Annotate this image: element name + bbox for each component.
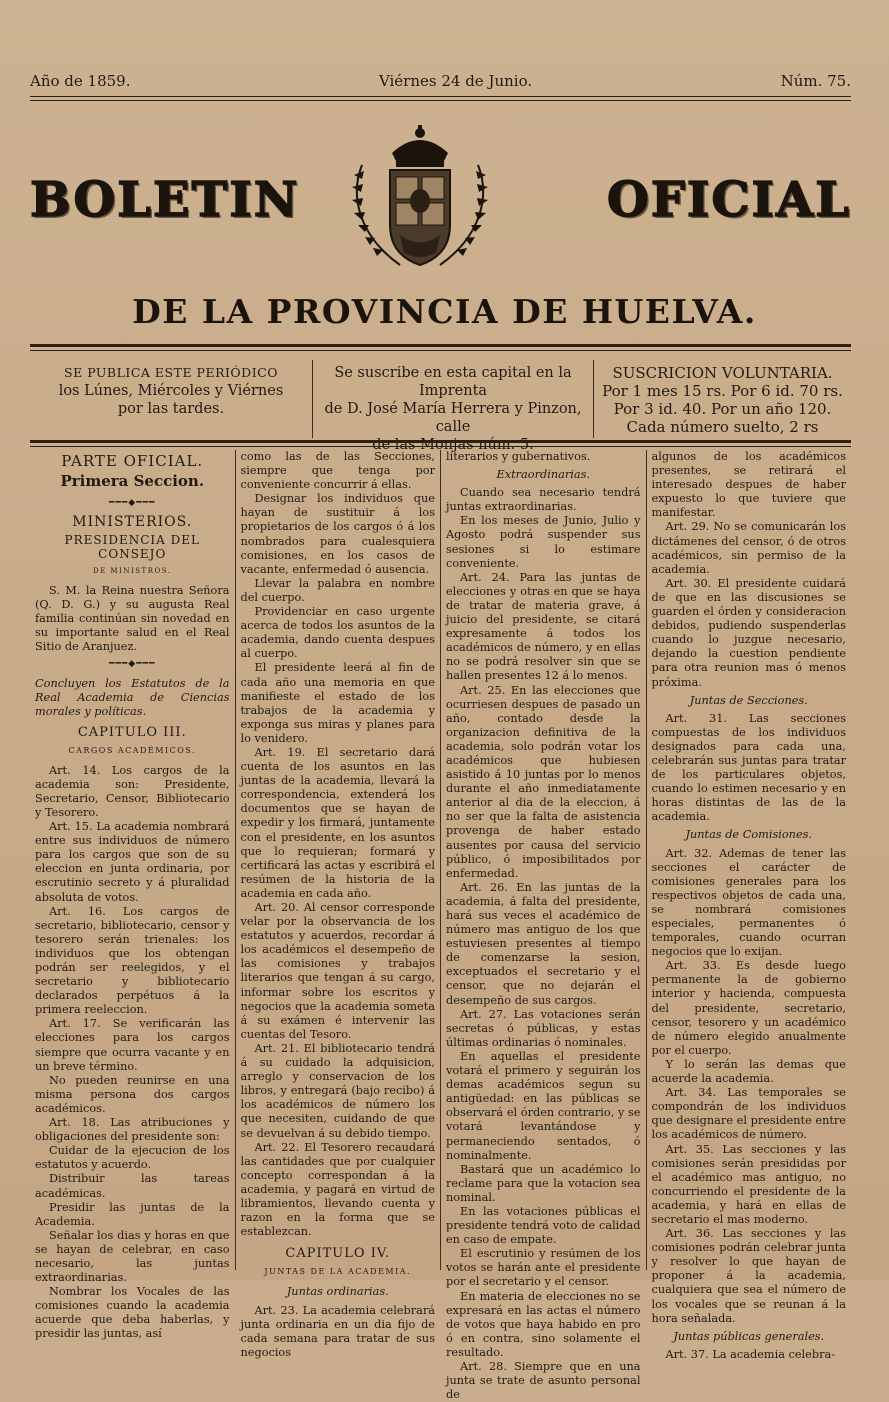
paragraph: En los meses de Junio, Julio y Agosto podrá suspender sus sesiones si lo estimare conveniente. — [446, 514, 641, 570]
paragraph: Art. 21. El bibliotecario tendrá á su cuidado la adquisicion, arreglo y conservacion de los libros, y entregará (bajo recibo) á los académicos de número los que necesiten, cuidando de que se devuelvan á su debido tiempo. — [240, 1041, 435, 1140]
paragraph: Presidir las juntas de la Academia. — [35, 1200, 230, 1228]
subheading-extraordinarias: Extraordinarias. — [496, 468, 590, 482]
schedule-line-3: por las tardes. — [117, 401, 225, 417]
info-bottom-rule-thin — [30, 446, 851, 447]
paragraph: Art. 34. Las temporales se compondrán de los individuos que designare el presidente entre los académicos de número. — [651, 1086, 846, 1142]
subheading-juntas-ordinarias: Juntas ordinarias. — [286, 1285, 389, 1299]
paragraph: Art. 14. Los cargos de la academia son: Presidente, Secretario, Censor, Bibliotecario y Tesorero. — [35, 763, 230, 819]
info-top-rule — [30, 344, 851, 347]
subscription-info — [30, 360, 851, 453]
prices-line-1: Por 1 mes 15 rs. Por 6 id. 70 rs. — [602, 382, 843, 400]
paragraph: Bastará que un académico lo reclame para que la votacion sea nominal. — [446, 1162, 641, 1204]
column-4 — [647, 450, 852, 1361]
paragraph: Art. 18. Las atribuciones y obligaciones del presidente son: — [35, 1116, 230, 1144]
subheading-juntas-secciones: Juntas de Secciones. — [689, 693, 808, 707]
header-rule-thin — [30, 100, 851, 101]
paragraph: El escrutinio y resúmen de los votos se harán ante el presidente por el secretario y el censor. — [446, 1247, 641, 1289]
subheading-juntas-comisiones: Juntas de Comisiones. — [685, 828, 813, 842]
paragraph: Cuidar de la ejecucion de los estatutos y acuerdo. — [35, 1144, 230, 1172]
masthead-word-oficial: OFICIAL — [607, 172, 851, 228]
paragraph: Art. 15. La academia nombrará entre sus individuos de número para los cargos que son de su eleccion en junta ordinaria, por escrutinio secreto y á pluralidad absoluta de votos. — [35, 820, 230, 904]
paragraph: Y lo serán las demas que acuerde la academia. — [651, 1057, 846, 1086]
paragraph: Art. 28. Siempre que en una junta se trate de asunto personal de — [446, 1360, 641, 1402]
paragraph: No pueden reunirse en una misma persona dos cargos académicos. — [35, 1073, 230, 1115]
subheading-juntas-publicas: Juntas públicas generales. — [673, 1329, 825, 1343]
paragraph: Art. 29. No se comunicarán los dictámenes del censor, ó de otros académicos, sin permiso de la academia. — [651, 520, 846, 576]
paragraph: El presidente leerá al fin de cada año una memoria en que manifieste el estado de los trabajos de la academia y exponga sus miras y planes para lo venidero. — [240, 661, 435, 745]
section-heading-parte-oficial: PARTE OFICIAL. — [61, 452, 204, 470]
subscription-location — [313, 360, 594, 453]
prices-line-3: Cada número suelto, 2 rs — [626, 418, 819, 436]
paragraph: Señalar los dias y horas en que se hayan de celebrar, en caso necesario, las juntas extraordinarias. — [35, 1228, 230, 1285]
issue-year: Año de 1859. — [30, 72, 131, 90]
paragraph: Cuando sea necesario tendrá juntas extraordinarias. — [446, 486, 641, 514]
intro-italic: Concluyen los Estatutos de la Real Academia de Ciencias morales y políticas. — [35, 677, 230, 719]
schedule-line-2: los Lúnes, Miércoles y Viérnes — [58, 383, 284, 399]
paragraph: Llevar la palabra en nombre del cuerpo. — [240, 576, 435, 604]
column-3 — [441, 450, 647, 1402]
paragraph: Art. 27. Las votaciones serán secretas ó públicas, y estas últimas ordinarias ó nominales. — [446, 1007, 641, 1049]
header-line — [30, 72, 851, 90]
column-1 — [30, 450, 236, 1341]
masthead-subtitle: DE LA PROVINCIA DE HUELVA. — [132, 292, 757, 331]
subscription-prices — [594, 360, 851, 438]
paragraph: Art. 25. En las elecciones que ocurriesen despues de pasado un año, contado desde la organizacion definitiva de la academia, solo podrán votar los académicos que hubiesen asistido á 10 juntas por lo menos durante el año inmediatamente anterior al dia de la eleccion, á no ser que la falta de asistencia provenga de haber estado ausentes por causa del servicio público, ó imposibilitados por enfermedad. — [446, 683, 641, 880]
issue-number: Núm. 75. — [780, 72, 851, 90]
section-heading-primera-seccion: Primera Seccion. — [60, 472, 205, 491]
paragraph: algunos de los académicos presentes, se retirará el interesado despues de haber expuesto lo que tuviere que manifestar. — [651, 450, 846, 520]
issue-date: Viérnes 24 de Junio. — [378, 72, 533, 90]
paragraph: Art. 19. El secretario dará cuenta de los asuntos en las juntas de la academia, llevará la correspondencia, extenderá los documentos que se hayan de expedir y los firmará, juntamente con el presidente, en los asuntos que lo requieran; formará y certificará las actas y escribirá el resúmen de la historia de la academia en cada año. — [240, 745, 435, 900]
royal-coat-of-arms-icon — [340, 125, 500, 275]
info-top-rule-thin — [30, 350, 851, 351]
paragraph: Art. 20. Al censor corresponde velar por la observancia de los estatutos y acuerdos, recordar á los académicos el desempeño de las comisiones y trabajos literarios que tengan á su cargo, informar sobre los escritos y negocios que la academia someta á su exámen é intervenir las cuentas del Tesoro. — [240, 901, 435, 1041]
paragraph: S. M. la Reina nuestra Señora (Q. D. G.) y su augusta Real familia continúan sin novedad en su importante salud en el Real Sitio de Aranjuez. — [35, 583, 230, 654]
paragraph: Art. 36. Las secciones y las comisiones podrán celebrar junta y resolver lo que hayan de proponer á la academia, cualquiera que sea el número de los vocales que se reunan á la hora señalada. — [651, 1227, 846, 1325]
heading-capitulo-iv: CAPITULO IV. — [285, 1246, 391, 1262]
masthead-word-boletin: BOLETIN — [30, 172, 300, 228]
header-rule — [30, 96, 851, 97]
schedule-line-1: SE PUBLICA ESTE PERIÓDICO — [64, 365, 278, 380]
heading-presidencia: PRESIDENCIA DEL CONSEJO — [64, 533, 200, 562]
location-line-3: de las Monjas núm. 5. — [372, 437, 534, 453]
paragraph: Art. 33. Es desde luego permanente la de gobierno interior y hacienda, compuesta del presidente, secretario, censor, tesorero y un académico de número elegido anualmente por el cuerpo. — [651, 959, 846, 1057]
paragraph: Nombrar los Vocales de las comisiones cuando la academia acuerde que deba haberlas, y presidir las juntas, así — [35, 1285, 230, 1341]
paragraph: En aquellas el presidente votará el primero y seguirán los demas académicos segun su antigüedad: en las públicas se observará el órden contrario, y se votará levantándose y permaneciendo sentados, ó nominalmente. — [446, 1049, 641, 1162]
paragraph: Art. 32. Ademas de tener las secciones el carácter de comisiones generales para los respectivos objetos de cada una, se nombrará comisiones especiales, permanentes ó temporales, cuando ocurran negocios que lo exijan. — [651, 846, 846, 959]
paragraph: Providenciar en caso urgente acerca de todos los asuntos de la academia, dando cuenta despues al cuerpo. — [240, 605, 435, 661]
heading-juntas-academia: JUNTAS DE LA ACADEMIA. — [264, 1267, 412, 1277]
paragraph: Art. 16. Los cargos de secretario, bibliotecario, censor y tesorero serán trienales: los individuos que los obtengan podrán ser reelegidos, y el secretario y bibliotecario declarados perpétuos á la primera reeleccion. — [35, 904, 230, 1017]
paragraph: Art. 30. El presidente cuidará de que en las discusiones se guarden el órden y consideracion debidos, pudiendo suspenderlas cuando lo juzgue necesario, dejando la cuestion pendiente para otra reunion mas ó menos próxima. — [651, 576, 846, 689]
heading-capitulo-iii: CAPITULO III. — [77, 724, 187, 740]
paragraph: literarios y gubernativos. — [446, 450, 591, 463]
ornament-divider: ━━━◆━━━ — [109, 659, 156, 670]
paragraph: como las de las Secciones, siempre que tenga por conveniente concurrir á ellas. — [240, 450, 435, 492]
prices-title: SUSCRICION VOLUNTARIA. — [612, 364, 833, 382]
heading-cargos-academicos: CARGOS ACADÉMICOS. — [68, 745, 197, 755]
paragraph: Art. 31. Las secciones compuestas de los individuos designados para cada una, celebrarán sus juntas para tratar de los particulares objetos, cuando lo estimen necesario y en horas distintas de las de la academia. — [651, 711, 846, 824]
paragraph: Art. 22. El Tesorero recaudará las cantidades que por cualquier concepto correspondan á la academia, y pagará en virtud de libramientos, llevando cuenta y razon en la forma que se establezcan. — [240, 1140, 435, 1239]
paragraph: Art. 23. La academia celebrará junta ordinaria en un dia fijo de cada semana para tratar de sus negocios — [240, 1303, 435, 1359]
location-line-2: de D. José María Herrera y Pinzon, calle — [324, 401, 582, 435]
paragraph: Art. 37. La academia celebra- — [665, 1347, 836, 1361]
publication-schedule — [30, 360, 313, 438]
heading-ministerios: MINISTERIOS. — [72, 514, 193, 531]
paragraph: Art. 17. Se verificarán las elecciones para los cargos siempre que ocurra vacante y en un breve término. — [35, 1017, 230, 1073]
paragraph: Art. 24. Para las juntas de elecciones y otras en que se haya de tratar de materia grave, á juicio del presidente, se citará expresamente á todos los académicos de número, y en ellas no se podrá resolver sin que se hallen presentes 12 á lo menos. — [446, 570, 641, 683]
prices-line-2: Por 3 id. 40. Por un año 120. — [613, 400, 832, 418]
info-bottom-rule — [30, 440, 851, 443]
heading-de-ministros: DE MINISTROS. — [92, 566, 172, 575]
paragraph: Distribuir las tareas académicas. — [35, 1172, 230, 1200]
paragraph: Designar los individuos que hayan de sustituir á los propietarios de los cargos ó á los nombrados para cualesquiera comisiones, en los casos de vacante, enfermedad ó ausencia. — [240, 492, 435, 576]
paragraph: Art. 26. En las juntas de la academia, á falta del presidente, hará sus veces el académico de número mas antiguo de los que estuviesen presentes al tiempo de comenzarse la sesion, exceptuados el secretario y el censor, que no dejarán el desempeño de sus cargos. — [446, 880, 641, 1007]
paragraph: En las votaciones públicas el presidente tendrá voto de calidad en caso de empate. — [446, 1204, 641, 1247]
paragraph: En materia de elecciones no se expresará en las actas el número de votos que haya habido en pro ó en contra, sino solamente el resultado. — [446, 1289, 641, 1359]
paragraph: Art. 35. Las secciones y las comisiones serán presididas por el académico mas antiguo, no concurriendo el presidente de la academia, y hará en ellas de secretario el mas moderno. — [651, 1142, 846, 1226]
location-line-1: Se suscribe en esta capital en la Imprenta — [334, 365, 572, 399]
column-2 — [236, 450, 442, 1359]
ornament-divider: ━━━◆━━━ — [109, 498, 156, 509]
article-columns — [30, 450, 851, 1402]
